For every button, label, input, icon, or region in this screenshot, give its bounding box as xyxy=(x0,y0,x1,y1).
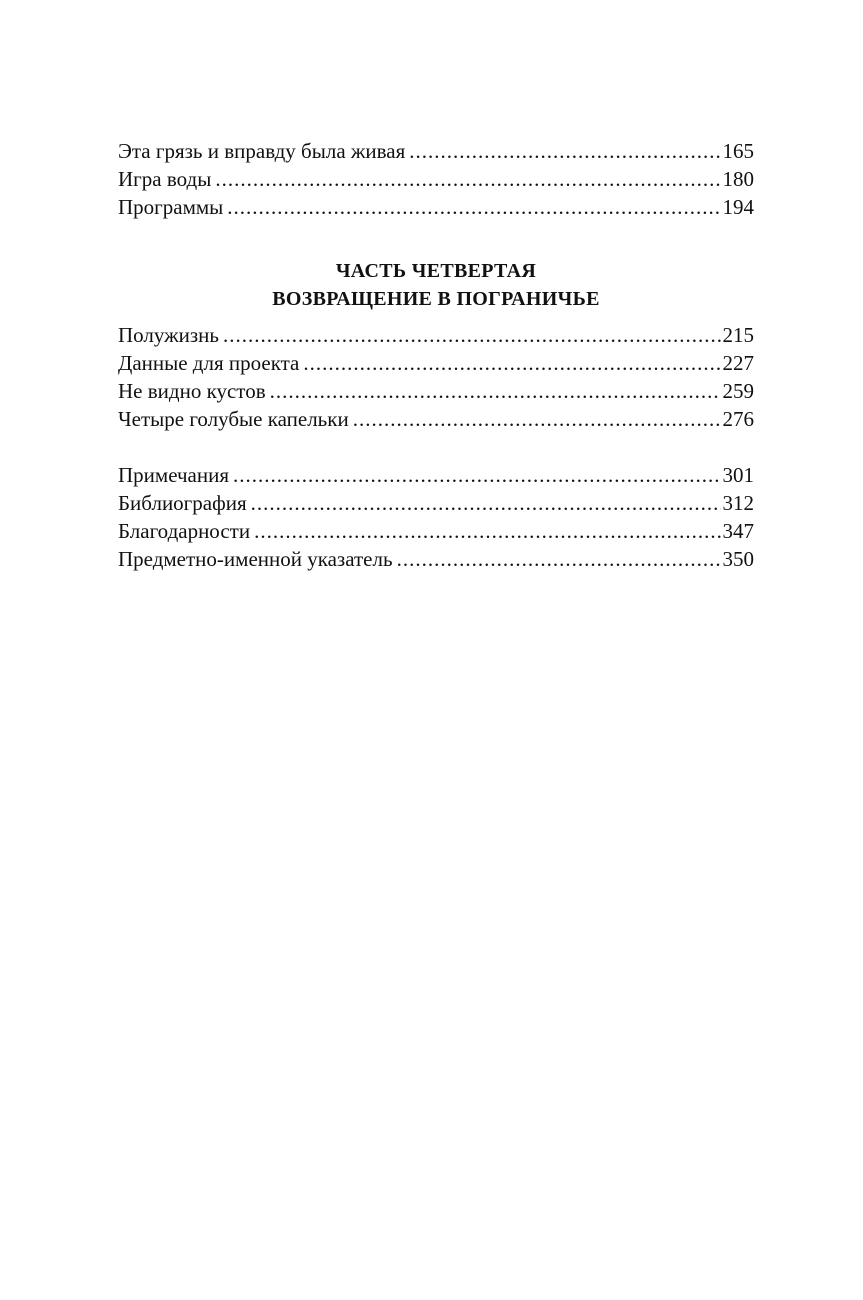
dot-leader xyxy=(251,489,721,517)
dot-leader xyxy=(233,461,720,489)
table-of-contents xyxy=(118,137,754,573)
toc-group-part-four xyxy=(118,321,754,433)
toc-entry xyxy=(118,193,754,221)
dot-leader xyxy=(270,377,721,405)
toc-entry-title: Предметно-именной указатель xyxy=(118,547,393,571)
toc-entry-page: 347 xyxy=(722,519,754,543)
toc-entry-page: 312 xyxy=(722,491,754,515)
toc-entry-page: 227 xyxy=(722,351,754,375)
part-four-heading-block xyxy=(118,257,754,313)
dot-leader xyxy=(409,137,720,165)
toc-entry-title: Не видно кустов xyxy=(118,379,266,403)
toc-entry-page: 276 xyxy=(722,407,754,431)
toc-entry-title: Эта грязь и вправду была живая xyxy=(118,139,406,163)
toc-entry-title: Благодарности xyxy=(118,519,251,543)
toc-entry-page: 165 xyxy=(722,139,754,163)
toc-entry xyxy=(118,545,754,573)
part-heading: ЧАСТЬ ЧЕТВЕРТАЯ xyxy=(335,260,537,282)
toc-entry-page: 194 xyxy=(722,195,754,219)
dot-leader xyxy=(303,349,720,377)
part-subheading: ВОЗВРАЩЕНИЕ В ПОГРАНИЧЬЕ xyxy=(272,288,600,310)
toc-entry-title: Данные для проекта xyxy=(118,351,300,375)
toc-entry-title: Библиография xyxy=(118,491,247,515)
toc-entry-page: 259 xyxy=(722,379,754,403)
toc-entry xyxy=(118,137,754,165)
toc-group-part-three-tail xyxy=(118,137,754,221)
toc-entry-page: 215 xyxy=(722,323,754,347)
toc-entry-page: 350 xyxy=(722,547,754,571)
toc-entry xyxy=(118,165,754,193)
toc-entry-title: Четыре голубые капельки xyxy=(118,407,349,431)
dot-leader xyxy=(397,545,721,573)
toc-group-backmatter xyxy=(118,461,754,573)
toc-entry-page: 301 xyxy=(722,463,754,487)
toc-entry xyxy=(118,321,754,349)
toc-entry xyxy=(118,461,754,489)
toc-entry-title: Примечания xyxy=(118,463,230,487)
toc-entry xyxy=(118,349,754,377)
dot-leader xyxy=(227,193,720,221)
dot-leader xyxy=(353,405,721,433)
toc-entry-title: Программы xyxy=(118,195,224,219)
toc-entry-title: Игра воды xyxy=(118,167,212,191)
toc-entry-page: 180 xyxy=(722,167,754,191)
toc-entry xyxy=(118,489,754,517)
dot-leader xyxy=(215,165,720,193)
dot-leader xyxy=(254,517,720,545)
toc-entry xyxy=(118,377,754,405)
dot-leader xyxy=(223,321,721,349)
toc-entry-title: Полужизнь xyxy=(118,323,219,347)
toc-entry xyxy=(118,405,754,433)
toc-entry xyxy=(118,517,754,545)
